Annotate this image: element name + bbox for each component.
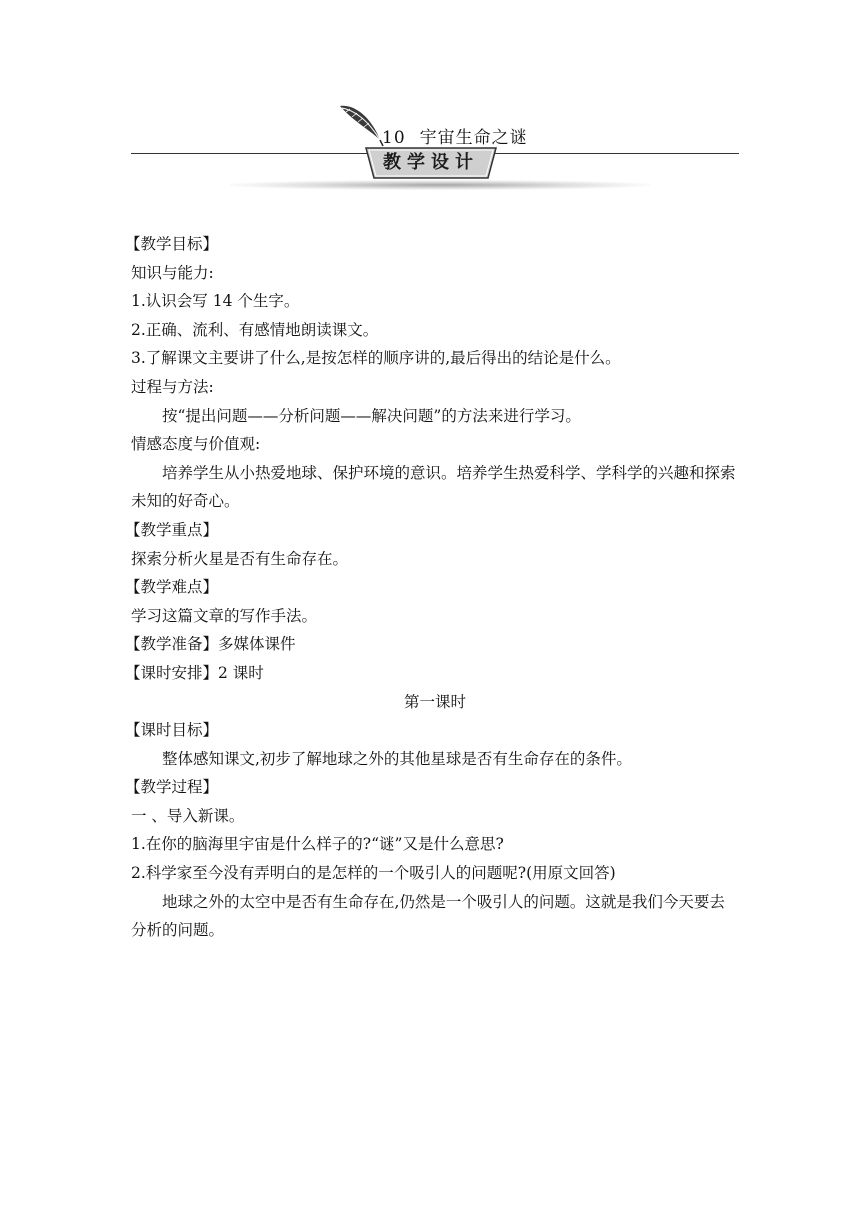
step-one: 一 、导入新课。	[131, 806, 245, 825]
question-1: 1.在你的脑海里宇宙是什么样子的?“谜”又是什么意思?	[131, 835, 504, 854]
key-points-text: 探索分析火星是否有生命存在。	[131, 549, 349, 568]
process-text: 按“提出问题——分析问题——解决问题”的方法来进行学习。	[162, 406, 581, 425]
quill-feather-icon	[336, 100, 384, 148]
answer-text: 地球之外的太空中是否有生命存在,仍然是一个吸引人的问题。这就是我们今天要去分析的问题。	[131, 892, 725, 940]
emotion-heading: 情感态度与价值观:	[131, 435, 261, 454]
preparation-line: 【教学准备】多媒体课件	[125, 635, 296, 654]
question-2: 2.科学家至今没有弄明白的是怎样的一个吸引人的问题呢?(用原文回答)	[131, 864, 616, 883]
first-lesson-title: 第一课时	[403, 692, 466, 711]
lesson-title	[382, 123, 528, 148]
header-shadow	[230, 180, 650, 190]
lesson-goals-text: 整体感知课文,初步了解地球之外的其他星球是否有生命存在的条件。	[162, 749, 632, 768]
section-banner	[364, 146, 498, 180]
process-main-heading: 【教学过程】	[125, 778, 219, 797]
difficulties-text: 学习这篇文章的写作手法。	[131, 606, 318, 625]
knowledge-item-3: 3.了解课文主要讲了什么,是按怎样的顺序讲的,最后得出的结论是什么。	[131, 349, 621, 368]
schedule-line: 【课时安排】2 课时	[125, 663, 264, 682]
page-header	[0, 0, 860, 200]
document-body	[125, 230, 739, 945]
process-heading: 过程与方法:	[131, 377, 214, 396]
teaching-goals-heading: 【教学目标】	[125, 235, 219, 253]
difficulties-heading: 【教学难点】	[125, 578, 219, 597]
knowledge-item-1: 1.认识会写 14 个生字。	[131, 292, 300, 311]
knowledge-heading: 知识与能力:	[131, 263, 214, 282]
knowledge-item-2: 2.正确、流利、有感情地朗读课文。	[131, 320, 379, 339]
banner-label: 教学设计	[383, 152, 479, 173]
lesson-title-text: 宇宙生命之谜	[419, 128, 528, 148]
emotion-text: 培养学生从小热爱地球、保护环境的意识。培养学生热爱科学、学科学的兴趣和探索未知的好奇心。	[131, 463, 736, 511]
key-points-heading: 【教学重点】	[125, 520, 219, 539]
lesson-number: 10	[382, 128, 406, 148]
lesson-goals-heading: 【课时目标】	[125, 721, 219, 740]
